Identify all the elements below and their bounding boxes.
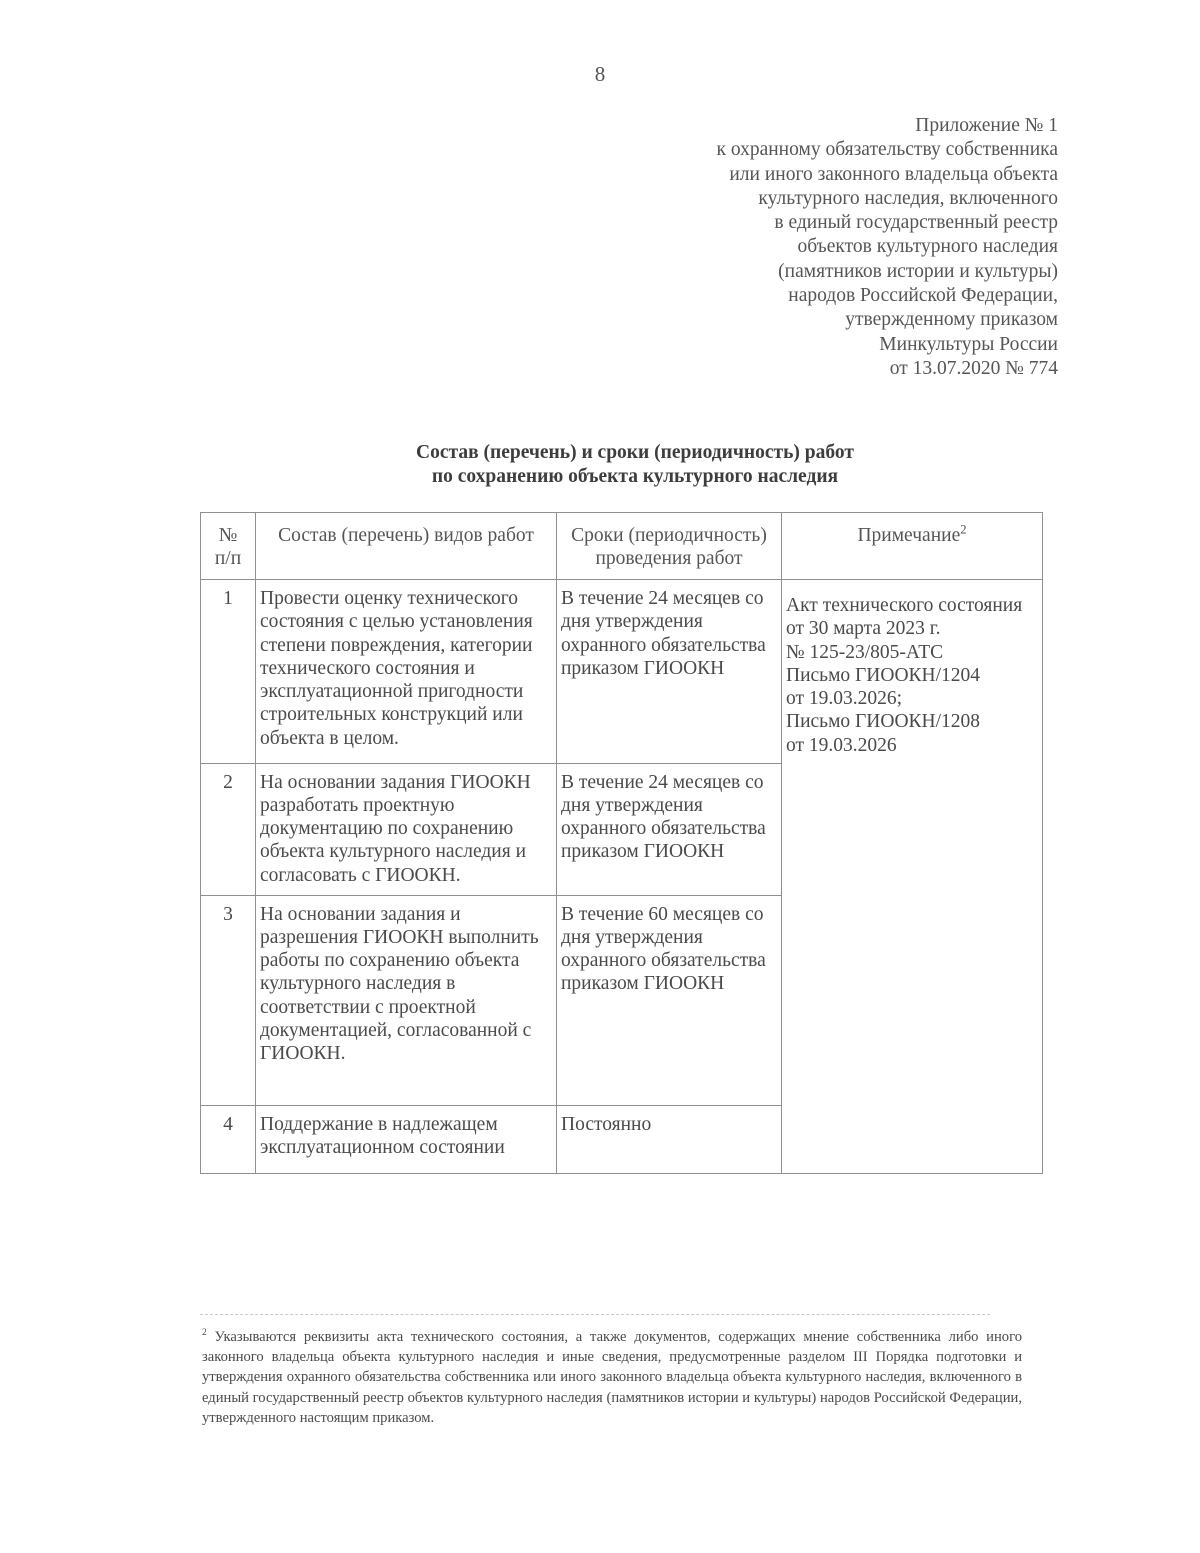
appendix-line: или иного законного владельца объекта xyxy=(729,163,1058,185)
row-works: Поддержание в надлежащем эксплуатационном состоянии xyxy=(256,1105,557,1173)
appendix-line: культурного наследия, включенного xyxy=(758,187,1058,209)
works-table xyxy=(200,512,1043,1174)
footnote-divider xyxy=(200,1314,990,1315)
appendix-line: (памятников истории и культуры) xyxy=(778,260,1058,282)
footnote-reference: 2 xyxy=(960,522,967,537)
header-terms: Сроки (периодичность) проведения работ xyxy=(557,513,782,580)
appendix-line: Приложение № 1 xyxy=(915,115,1058,136)
appendix-header xyxy=(638,114,1058,381)
footnote-marker: 2 xyxy=(202,1328,207,1339)
footnote-text: Указываются реквизиты акта технического состояния, а также документов, содержащих мнение собственника либо иного законного владельца объекта культурного наследия и иные сведения, предусмотренные разделом III Порядка подготовки и утверждения охранного обязательства собственника или иного законного владельца объекта культурного наследия, включенного в единый государственный реестр объектов культурного наследия (памятников истории и культуры) народов Российской Федерации, утвержденного настоящим приказом. xyxy=(202,1329,1022,1426)
document-title-line-2: по сохранению объекта культурного наследия xyxy=(431,466,839,487)
header-note xyxy=(782,513,1043,580)
row-terms: В течение 24 месяцев со дня утверждения охранного обязательства приказом ГИООКН xyxy=(557,763,782,895)
page-number: 8 xyxy=(594,62,606,86)
appendix-line: народов Российской Федерации, xyxy=(788,285,1058,307)
row-note: Акт технического состояния от 30 марта 2023 г. № 125-23/805-АТС Письмо ГИООКН/1204 от 19.03.2026; Письмо ГИООКН/1208 от 19.03.2026 xyxy=(782,580,1043,1174)
table-header-row xyxy=(201,513,1043,580)
row-number: 1 xyxy=(201,580,256,764)
row-number: 4 xyxy=(201,1105,256,1173)
document-title-line-1: Состав (перечень) и сроки (периодичность) работ xyxy=(416,442,854,463)
document-title xyxy=(0,441,1200,489)
row-works: На основании задания и разрешения ГИООКН выполнить работы по сохранению объекта культурного наследия в соответствии с проектной документацией, согласованной с ГИООКН. xyxy=(256,895,557,1105)
header-note-label: Примечание xyxy=(857,525,961,546)
appendix-line: к охранному обязательству собственника xyxy=(716,139,1058,161)
footnote xyxy=(202,1327,1022,1428)
appendix-line: Минкультуры России xyxy=(879,333,1058,355)
header-number: № п/п xyxy=(201,513,256,580)
row-number: 2 xyxy=(201,763,256,895)
row-number: 3 xyxy=(201,895,256,1105)
row-terms: В течение 24 месяцев со дня утверждения охранного обязательства приказом ГИООКН xyxy=(557,580,782,764)
table-row xyxy=(201,580,1043,764)
appendix-line: от 13.07.2020 № 774 xyxy=(889,357,1058,379)
appendix-line: в единый государственный реестр xyxy=(774,212,1058,234)
row-terms: Постоянно xyxy=(557,1105,782,1173)
header-works: Состав (перечень) видов работ xyxy=(256,513,557,580)
appendix-line: утвержденному приказом xyxy=(845,309,1058,331)
row-terms: В течение 60 месяцев со дня утверждения охранного обязательства приказом ГИООКН xyxy=(557,895,782,1105)
row-works: На основании задания ГИООКН разработать проектную документацию по сохранению объекта культурного наследия и согласовать с ГИООКН. xyxy=(256,763,557,895)
row-works: Провести оценку технического состояния с целью установления степени повреждения, категории технического состояния и эксплуатационной пригодности строительных конструкций или объекта в целом. xyxy=(256,580,557,764)
appendix-line: объектов культурного наследия xyxy=(797,236,1058,258)
